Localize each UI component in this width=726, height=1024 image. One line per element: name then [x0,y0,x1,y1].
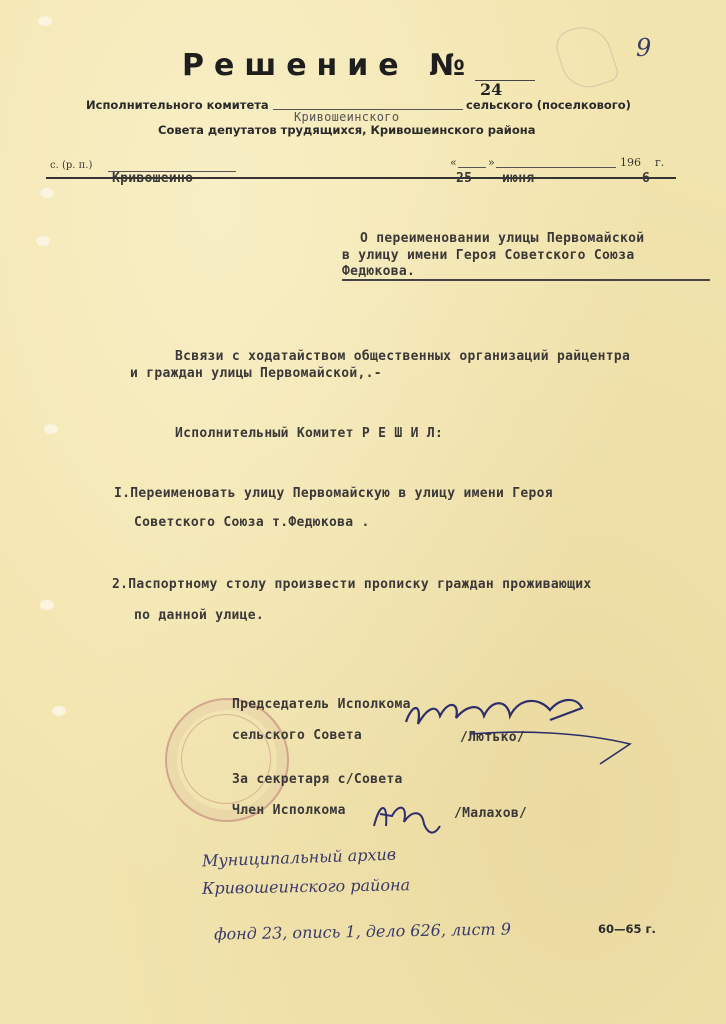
date-quote-close: » [488,156,495,169]
year-suffix: 6 [642,171,651,186]
executive-label: Исполнительного комитета [86,98,269,112]
secretary-title-line-2: Член Исполкома [232,803,346,818]
village-name: Кривошеинского [294,110,400,124]
archive-line-2: Кривошеинского района [201,875,411,898]
archive-printed-years: 60—65 г. [598,922,656,936]
chair-title-line-2: сельского Совета [232,728,363,743]
corner-number: 9 [636,34,652,62]
secretary-name: /Малахов/ [454,806,528,821]
item-1-line-1: I.Переименовать улицу Первомайскую в улицу имени Героя [114,486,553,501]
council-line: Совета депутатов трудящихся, Кривошеинского района [158,123,536,137]
secretary-title-line-1: За секретаря с/Совета [232,772,403,787]
subject-line-3: Федюкова. [342,264,416,279]
chair-name: /Лютько/ [460,730,526,745]
council-type: сельского (поселкового) [466,98,631,112]
archive-line-3: фонд 23, опись 1, дело 626, лист 9 [213,919,512,944]
item-1-line-2: Советского Союза т.Федюкова . [134,515,370,530]
date-month: июня [502,171,535,186]
erased-mark [552,19,621,94]
month-underline [496,167,616,168]
item-2-line-1: 2.Паспортному столу произвести прописку граждан проживающих [112,577,592,592]
punch-hole [44,424,58,434]
place-value: Кривошеино [112,171,194,186]
item-2-line-2: по данной улице. [134,608,265,623]
punch-hole [38,16,52,26]
punch-hole [40,188,54,198]
decided-heading: Исполнительный Комитет Р Е Ш И Л: [175,426,444,441]
chair-signature [400,688,640,768]
place-label: с. (р. п.) [50,160,93,171]
date-quote-open: « [450,156,457,169]
punch-hole [40,600,54,610]
document-title: Решение № [182,48,476,83]
secretary-signature [368,796,448,840]
year-print: 196 [620,156,641,169]
subject-line-2: в улицу имени Героя Советского Союза [342,248,635,263]
year-g: г. [655,156,665,169]
punch-hole [36,236,50,246]
chair-title-line-1: Председатель Исполкома [232,697,411,712]
archive-line-1: Муниципальный архив [201,844,397,871]
subject-underline [342,279,710,281]
intro-line-2: и граждан улицы Первомайской,.- [130,366,382,381]
intro-line-1: Всвязи с ходатайством общественных организаций райцентра [175,349,631,364]
day-underline [458,167,486,168]
decision-number: 24 [480,80,503,99]
subject-line-1: О переименовании улицы Первомайской [360,231,645,246]
punch-hole [52,706,66,716]
date-day: 25 [456,171,473,186]
